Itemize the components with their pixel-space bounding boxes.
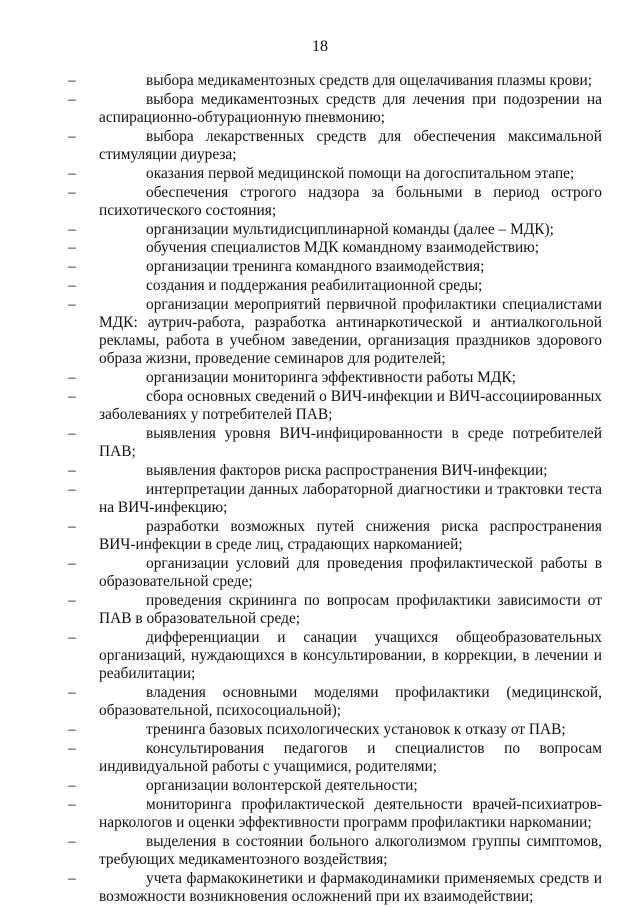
list-item (68, 518, 602, 554)
list-dash: – (68, 369, 76, 387)
list-item (68, 721, 602, 739)
list-item (68, 684, 602, 720)
list-item-text: выбора лекарственных средств для обеспечения максимальной стимуляции диуреза; (99, 127, 602, 163)
list-dash: – (68, 295, 76, 313)
list-item-text: выбора медикаментозных средств для лечения при подозрении на аспирационно-обтурационную пневмонию; (99, 90, 602, 126)
list-item-text: консультирования педагогов и специалистов по вопросам индивидуальной работы с учащимися, родителями; (99, 739, 602, 775)
list-item (68, 277, 602, 295)
list-dash: – (68, 258, 76, 276)
list-dash: – (68, 72, 76, 89)
skills-list (68, 72, 602, 907)
list-dash: – (68, 795, 76, 813)
list-item-text: обеспечения строгого надзора за больными в период острого психотического состояния; (99, 183, 602, 219)
list-item (68, 221, 602, 239)
list-item (68, 462, 602, 480)
list-item-text: организации мультидисциплинарной команды (далее – МДК); (146, 220, 554, 238)
list-item (68, 128, 602, 164)
page-number: 18 (312, 38, 328, 55)
list-dash: – (68, 739, 76, 757)
list-item-text: выделения в состоянии больного алкоголизмом группы симптомов, требующих медикаментозного воздействия; (99, 832, 602, 868)
list-dash: – (68, 387, 76, 405)
list-dash: – (68, 90, 76, 108)
list-item (68, 388, 602, 424)
list-item-text: создания и поддержания реабилитационной среды; (146, 276, 483, 294)
list-item-text: сбора основных сведений о ВИЧ-инфекции и ВИЧ-ассоциированных заболеваниях у потребителей ПАВ; (99, 387, 602, 424)
list-item (68, 777, 602, 795)
list-item-text: дифференциации и санации учащихся общеобразовательных организаций, нуждающихся в консультировании, в коррекции, в лечении и реабилитации; (99, 628, 602, 683)
list-item (68, 481, 602, 517)
list-dash: – (68, 480, 76, 498)
list-item-text: обучения специалистов МДК командному взаимодействию; (146, 239, 540, 257)
list-item-text: организации тренинга командного взаимодействия; (146, 258, 485, 276)
list-dash: – (68, 220, 76, 238)
list-item-text: мониторинга профилактической деятельности врачей-психиатров-наркологов и оценки эффективности программ профилактики наркомании; (99, 795, 602, 831)
list-dash: – (68, 239, 76, 257)
list-dash: – (68, 776, 76, 794)
list-dash: – (68, 832, 76, 850)
list-item-text: выявления уровня ВИЧ-инфицированности в среде потребителей ПАВ; (99, 424, 602, 461)
list-item-text: учета фармакокинетики и фармакодинамики применяемых средств и возможности возникновения осложнений при их взаимодействии; (99, 869, 602, 905)
list-item (68, 72, 602, 90)
list-dash: – (68, 720, 76, 738)
list-item-text: организации мониторинга эффективности работы МДК; (146, 369, 516, 387)
list-item-text: интерпретации данных лабораторной диагностики и трактовки теста на ВИЧ-инфекцию; (99, 480, 602, 516)
list-dash: – (68, 517, 76, 535)
list-dash: – (68, 554, 76, 572)
list-item (68, 870, 602, 906)
list-item (68, 629, 602, 684)
list-item-text: оказания первой медицинской помощи на догоспитальном этапе; (146, 164, 575, 182)
list-item-text: тренинга базовых психологических установок к отказу от ПАВ; (146, 720, 566, 738)
list-dash: – (68, 591, 76, 609)
list-dash: – (68, 424, 76, 442)
list-item-text: проведения скрининга по вопросам профилактики зависимости от ПАВ в образовательной среде; (99, 591, 602, 627)
list-item (68, 91, 602, 127)
list-item (68, 184, 602, 220)
list-item (68, 296, 602, 369)
list-item-text: владения основными моделями профилактики (медицинской, образовательной, психосоциальной); (99, 683, 602, 720)
list-dash: – (68, 683, 76, 701)
list-dash: – (68, 461, 76, 479)
list-dash: – (68, 164, 76, 182)
list-item-text: разработки возможных путей снижения риска распространения ВИЧ-инфекции в среде лиц, страдающих наркоманией; (99, 517, 602, 553)
list-item (68, 258, 602, 276)
list-item (68, 165, 602, 183)
list-item (68, 555, 602, 591)
list-dash: – (68, 276, 76, 294)
list-item-text: организации мероприятий первичной профилактики специалистами МДК: аутрич-работа, разработка антинаркотической и антиалкогольной рекламы, работа в учебном заведении, организация праздников здорового образа жизни, проведение семинаров для родителей; (99, 295, 602, 368)
list-item-text: организации условий для проведения профилактической работы в образовательной среде; (99, 554, 602, 590)
list-item-text: выбора медикаментозных средств для ощелачивания плазмы крови; (146, 72, 593, 89)
list-dash: – (68, 127, 76, 145)
list-item-text: организации волонтерской деятельности; (146, 776, 418, 794)
list-item (68, 796, 602, 832)
list-item (68, 369, 602, 387)
list-item (68, 425, 602, 461)
list-item (68, 740, 602, 776)
list-dash: – (68, 869, 76, 887)
list-dash: – (68, 183, 76, 201)
list-item (68, 239, 602, 257)
list-item-text: выявления факторов риска распространения ВИЧ-инфекции; (146, 461, 548, 479)
list-dash: – (68, 628, 76, 646)
list-item (68, 592, 602, 628)
list-item (68, 833, 602, 869)
